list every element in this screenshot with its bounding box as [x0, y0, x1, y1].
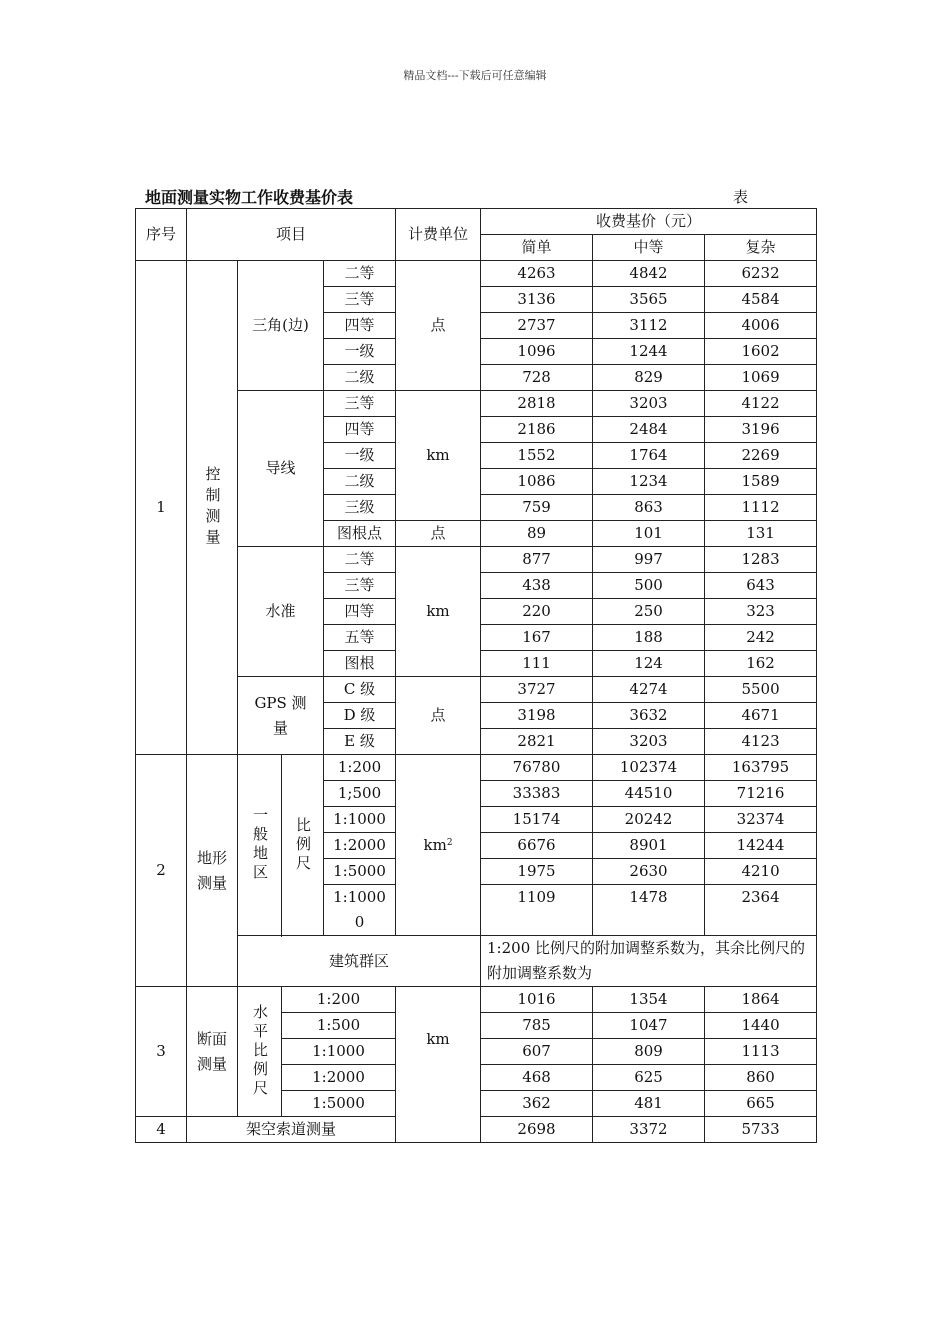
price-simple: 111: [481, 651, 593, 677]
unit-superscript: 2: [446, 837, 453, 848]
price-complex: 163795: [705, 755, 817, 781]
item-traverse: 导线: [238, 391, 324, 547]
price-complex: 4006: [705, 313, 817, 339]
grade: 三级: [324, 495, 396, 521]
price-complex: 1112: [705, 495, 817, 521]
price-simple: 2186: [481, 417, 593, 443]
header-item: 项目: [187, 209, 396, 261]
price-medium: 102374: [593, 755, 705, 781]
price-complex: 1602: [705, 339, 817, 365]
price-simple: 2821: [481, 729, 593, 755]
price-complex: 860: [705, 1065, 817, 1091]
grade: 四等: [324, 599, 396, 625]
price-simple: 33383: [481, 781, 593, 807]
price-simple: 362: [481, 1091, 593, 1117]
scale: 1:5000: [282, 1091, 396, 1117]
price-complex: 6232: [705, 261, 817, 287]
price-simple: 4263: [481, 261, 593, 287]
price-medium: 3372: [593, 1117, 705, 1143]
price-complex: 1864: [705, 987, 817, 1013]
price-complex: 14244: [705, 833, 817, 859]
price-medium: 2484: [593, 417, 705, 443]
item-cableway-survey: 架空索道测量: [187, 1117, 396, 1143]
price-medium: 4274: [593, 677, 705, 703]
unit-cell: 点: [396, 261, 481, 391]
price-medium: 500: [593, 573, 705, 599]
price-complex: 643: [705, 573, 817, 599]
price-medium: 124: [593, 651, 705, 677]
price-complex: 162: [705, 651, 817, 677]
header-complex: 复杂: [705, 235, 817, 261]
price-medium: 3632: [593, 703, 705, 729]
grade: 四等: [324, 313, 396, 339]
price-medium: 625: [593, 1065, 705, 1091]
price-simple: 877: [481, 547, 593, 573]
unit-cell: km: [396, 547, 481, 677]
price-medium: 1047: [593, 1013, 705, 1039]
price-simple: 1096: [481, 339, 593, 365]
grade: 二等: [324, 261, 396, 287]
price-medium: 3112: [593, 313, 705, 339]
price-medium: 1764: [593, 443, 705, 469]
price-complex: 5500: [705, 677, 817, 703]
grade: 二级: [324, 365, 396, 391]
item-gps: GPS 测量: [238, 677, 324, 755]
section-topographic-survey: 地形测量: [187, 755, 238, 987]
grade: 图根点: [324, 521, 396, 547]
scale: 1:1000: [324, 807, 396, 833]
scale: 1:200: [282, 987, 396, 1013]
price-complex: 4210: [705, 859, 817, 885]
scale-label: 比例尺: [282, 755, 324, 936]
header-price: 收费基价（元）: [481, 209, 817, 235]
price-complex: 665: [705, 1091, 817, 1117]
price-medium: 1354: [593, 987, 705, 1013]
header-seq: 序号: [136, 209, 187, 261]
price-complex: 242: [705, 625, 817, 651]
unit-km: km: [423, 835, 447, 854]
fee-table: [135, 208, 817, 1143]
seq-1: 1: [136, 261, 187, 755]
grade: 二等: [324, 547, 396, 573]
price-simple: 2818: [481, 391, 593, 417]
price-simple: 3136: [481, 287, 593, 313]
price-complex: 4584: [705, 287, 817, 313]
price-simple: 1086: [481, 469, 593, 495]
price-medium: 829: [593, 365, 705, 391]
header-unit: 计费单位: [396, 209, 481, 261]
price-simple: 1109: [481, 885, 593, 936]
price-simple: 3727: [481, 677, 593, 703]
price-complex: 5733: [705, 1117, 817, 1143]
price-medium: 4842: [593, 261, 705, 287]
scale: 1:2000: [324, 833, 396, 859]
price-complex: 4671: [705, 703, 817, 729]
scale: 1:2000: [282, 1065, 396, 1091]
price-medium: 3203: [593, 729, 705, 755]
grade: 三等: [324, 391, 396, 417]
price-simple: 6676: [481, 833, 593, 859]
horizontal-scale-label: 水平比例尺: [238, 987, 282, 1117]
price-simple: 1552: [481, 443, 593, 469]
price-medium: 809: [593, 1039, 705, 1065]
scale: 1:500: [282, 1013, 396, 1039]
price-simple: 89: [481, 521, 593, 547]
price-medium: 188: [593, 625, 705, 651]
price-complex: 1283: [705, 547, 817, 573]
price-medium: 863: [593, 495, 705, 521]
price-simple: 468: [481, 1065, 593, 1091]
price-medium: 997: [593, 547, 705, 573]
scale: 1:1000: [282, 1039, 396, 1065]
price-simple: 1016: [481, 987, 593, 1013]
grade: D 级: [324, 703, 396, 729]
grade: 图根: [324, 651, 396, 677]
grade: 一级: [324, 339, 396, 365]
scale: 1:200: [324, 755, 396, 781]
price-complex: 71216: [705, 781, 817, 807]
unit-cell: 点: [396, 521, 481, 547]
price-complex: 4123: [705, 729, 817, 755]
table-title: 地面测量实物工作收费基价表: [145, 188, 354, 207]
general-area-label: 一般地区: [238, 755, 282, 936]
price-complex: 2364: [705, 885, 817, 936]
price-simple: 785: [481, 1013, 593, 1039]
item-leveling: 水准: [238, 547, 324, 677]
price-complex: 131: [705, 521, 817, 547]
section-control-survey: 控制测量: [187, 261, 238, 755]
price-complex: 2269: [705, 443, 817, 469]
header-medium: 中等: [593, 235, 705, 261]
price-simple: 3198: [481, 703, 593, 729]
price-simple: 76780: [481, 755, 593, 781]
seq-4: 4: [136, 1117, 187, 1143]
section-profile-survey: 断面测量: [187, 987, 238, 1117]
scale: 1;500: [324, 781, 396, 807]
unit-cell: 点: [396, 677, 481, 755]
scale: 1:5000: [324, 859, 396, 885]
price-medium: 44510: [593, 781, 705, 807]
price-medium: 101: [593, 521, 705, 547]
item-triangulation: 三角(边): [238, 261, 324, 391]
unit-cell: [396, 755, 481, 936]
grade: 三等: [324, 573, 396, 599]
price-medium: 1234: [593, 469, 705, 495]
adjustment-note: 1:200 比例尺的附加调整系数为，其余比例尺的附加调整系数为: [481, 936, 817, 987]
header-note: 精品文档---下载后可任意编辑: [403, 69, 547, 82]
item-building-area: 建筑群区: [238, 936, 481, 987]
grade: 五等: [324, 625, 396, 651]
grade: 一级: [324, 443, 396, 469]
price-complex: 32374: [705, 807, 817, 833]
grade: 三等: [324, 287, 396, 313]
price-complex: 1440: [705, 1013, 817, 1039]
unit-cell: km: [396, 391, 481, 521]
price-complex: 323: [705, 599, 817, 625]
price-medium: 1244: [593, 339, 705, 365]
grade: 四等: [324, 417, 396, 443]
grade: E 级: [324, 729, 396, 755]
table-suffix: 表: [733, 188, 749, 206]
price-medium: 3565: [593, 287, 705, 313]
price-medium: 1478: [593, 885, 705, 936]
price-complex: 1069: [705, 365, 817, 391]
price-simple: 220: [481, 599, 593, 625]
price-simple: 728: [481, 365, 593, 391]
grade: C 级: [324, 677, 396, 703]
unit-cell: km: [396, 987, 481, 1143]
price-simple: 2737: [481, 313, 593, 339]
price-complex: 1589: [705, 469, 817, 495]
grade: 二级: [324, 469, 396, 495]
price-simple: 1975: [481, 859, 593, 885]
price-medium: 481: [593, 1091, 705, 1117]
price-medium: 2630: [593, 859, 705, 885]
price-medium: 8901: [593, 833, 705, 859]
price-complex: 3196: [705, 417, 817, 443]
price-complex: 4122: [705, 391, 817, 417]
price-simple: 167: [481, 625, 593, 651]
price-simple: 2698: [481, 1117, 593, 1143]
price-simple: 15174: [481, 807, 593, 833]
header-simple: 简单: [481, 235, 593, 261]
seq-3: 3: [136, 987, 187, 1117]
price-medium: 3203: [593, 391, 705, 417]
price-simple: 607: [481, 1039, 593, 1065]
seq-2: 2: [136, 755, 187, 987]
price-simple: 759: [481, 495, 593, 521]
price-medium: 250: [593, 599, 705, 625]
price-medium: 20242: [593, 807, 705, 833]
price-complex: 1113: [705, 1039, 817, 1065]
price-simple: 438: [481, 573, 593, 599]
scale: 1:10000: [324, 885, 396, 936]
